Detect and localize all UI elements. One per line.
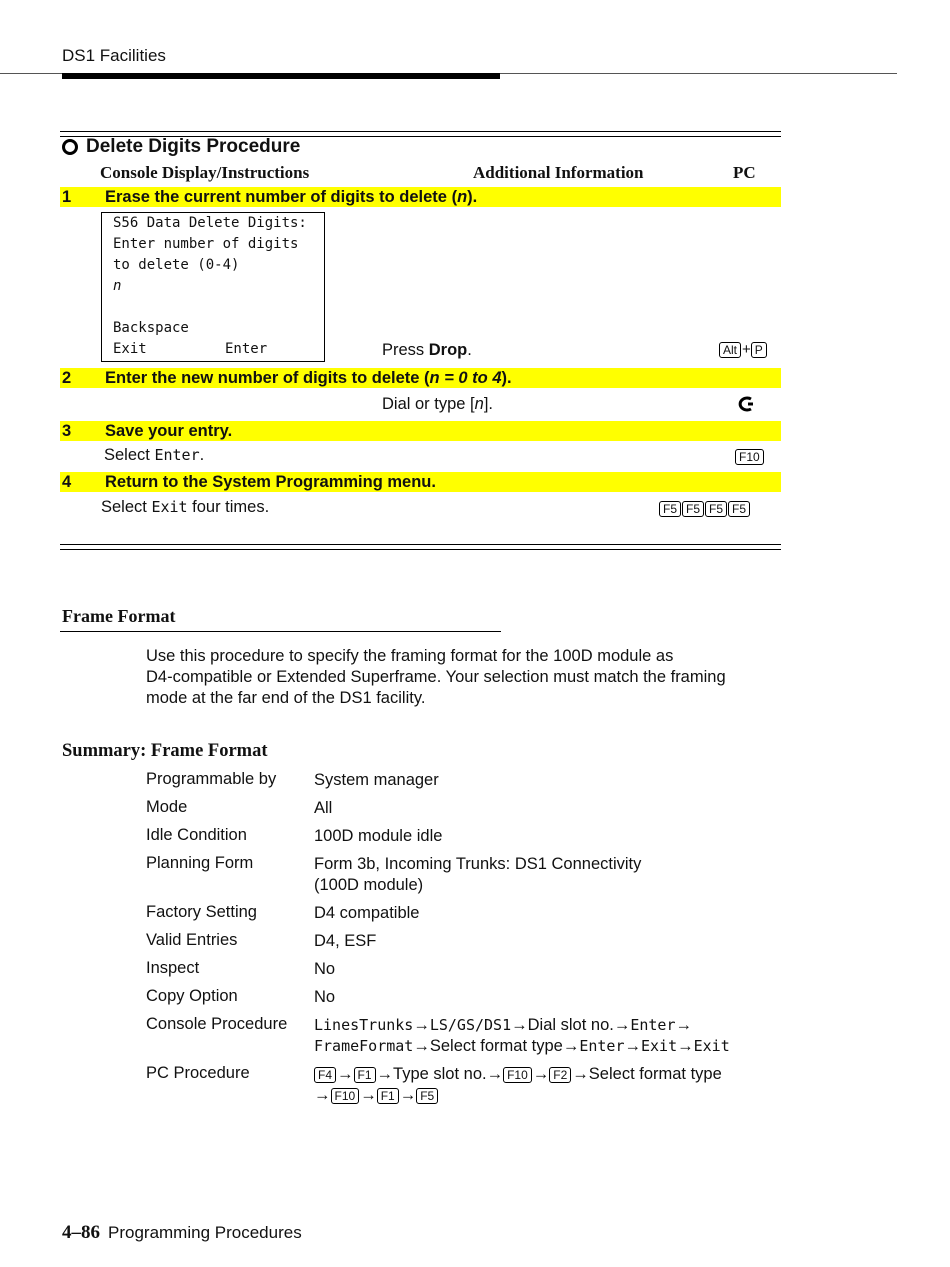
- instr-code: Enter: [154, 446, 200, 464]
- arrow: →: [532, 1065, 550, 1083]
- console-code: LS/GS/DS1: [429, 1016, 512, 1034]
- console-code: Enter: [630, 1016, 676, 1034]
- summary-label: Factory Setting: [146, 903, 257, 921]
- instr-end: four times.: [187, 498, 270, 516]
- summary-value: System manager: [314, 771, 439, 789]
- running-header: DS1 Facilities: [62, 46, 166, 65]
- step-label-var: n = 0 to 4: [429, 369, 502, 387]
- summary-value: [314, 854, 641, 896]
- summary-value: All: [314, 799, 333, 817]
- info-end: ].: [483, 395, 493, 413]
- page-number: 4–86: [62, 1222, 100, 1243]
- f10-key: F10: [331, 1088, 360, 1104]
- console-procedure-label: Console Procedure: [146, 1015, 288, 1033]
- f5-key: F5: [705, 501, 727, 517]
- p-key: P: [751, 342, 767, 358]
- section-rule: [60, 631, 501, 632]
- console-code: LinesTrunks: [314, 1016, 414, 1034]
- screen-line: Enter number of digits: [113, 236, 299, 252]
- arrow: →: [572, 1065, 589, 1083]
- f1-key: F1: [377, 1088, 399, 1104]
- procedure-title-text: Delete Digits Procedure: [86, 136, 301, 157]
- f10-key: F10: [503, 1067, 532, 1083]
- step-1-info: [382, 341, 472, 360]
- summary-value: No: [314, 988, 336, 1006]
- bullet-ring-icon: [62, 139, 78, 155]
- step-label: Return to the System Programming menu.: [105, 473, 436, 491]
- info-key: Drop: [428, 341, 468, 359]
- step-number: 4: [62, 473, 72, 491]
- console-code: Exit: [693, 1037, 730, 1055]
- arrow: →: [486, 1065, 504, 1083]
- step-label-text: Erase the current number of digits to delete (: [105, 188, 458, 206]
- screen-line: S56 Data Delete Digits:: [113, 215, 307, 231]
- instr-end: .: [199, 446, 205, 464]
- console-line-2: [314, 1036, 784, 1057]
- description-line: D4-compatible or Extended Superframe. Your selection must match the framing: [146, 668, 726, 686]
- col-additional-header: Additional Information: [473, 163, 644, 182]
- step-1-band: [60, 187, 781, 207]
- console-procedure-value: [314, 1015, 784, 1057]
- arrow: →: [360, 1086, 377, 1104]
- console-text: Select format type: [429, 1037, 563, 1055]
- col-console-header: Console Display/Instructions: [100, 163, 310, 182]
- info-end: .: [467, 341, 472, 359]
- f5-key: F5: [659, 501, 681, 517]
- arrow: →: [677, 1037, 694, 1055]
- instr-code: Exit: [151, 498, 188, 516]
- step-3-band: [60, 421, 781, 441]
- step-label-end: ).: [501, 369, 512, 387]
- summary-value: 100D module idle: [314, 827, 443, 845]
- step-number: 1: [62, 188, 72, 206]
- section-description: [146, 646, 786, 709]
- summary-label: Programmable by: [146, 770, 277, 788]
- screen-backspace: Backspace: [113, 320, 189, 336]
- procedure-title: [62, 136, 300, 158]
- f5-key: F5: [682, 501, 704, 517]
- console-screen: [101, 212, 325, 362]
- summary-label: Planning Form: [146, 854, 254, 872]
- section-heading: Frame Format: [62, 606, 176, 626]
- console-code: FrameFormat: [314, 1037, 414, 1055]
- info-text: Dial or type [: [382, 395, 475, 413]
- arrow: →: [511, 1016, 528, 1034]
- step-3-pc: [735, 448, 765, 466]
- step-label-text: Enter the new number of digits to delete (: [105, 369, 430, 387]
- step-label: [105, 187, 477, 207]
- description-line: Use this procedure to specify the framing format for the 100D module as: [146, 647, 674, 665]
- header-bar: [62, 73, 500, 79]
- f5-key: F5: [728, 501, 750, 517]
- arrow: →: [675, 1016, 692, 1034]
- plus-sign: +: [742, 341, 751, 358]
- summary-value: D4, ESF: [314, 932, 377, 950]
- arrow: →: [624, 1037, 641, 1055]
- step-number: 3: [62, 422, 72, 440]
- summary-label: Copy Option: [146, 987, 238, 1005]
- arrow: →: [399, 1086, 417, 1104]
- info-var: n: [474, 395, 484, 413]
- summary-value: No: [314, 960, 336, 978]
- info-text: Press: [382, 341, 429, 359]
- console-code: Exit: [640, 1037, 678, 1055]
- step-2-info: [382, 395, 493, 414]
- pc-line-2: [314, 1085, 784, 1106]
- arrow: →: [613, 1016, 631, 1034]
- arrow: →: [376, 1065, 394, 1083]
- step-4-band: [60, 472, 781, 492]
- step-2-band: [60, 368, 781, 388]
- summary-label: Mode: [146, 798, 188, 816]
- procedure-bottom-rule: [60, 544, 781, 550]
- arrow: →: [413, 1037, 430, 1055]
- step-4-instruction: [101, 498, 269, 517]
- step-label-end: ).: [467, 188, 478, 206]
- pc-procedure-value: [314, 1064, 784, 1106]
- step-3-instruction: [104, 446, 204, 465]
- step-number: 2: [62, 369, 72, 387]
- f2-key: F2: [549, 1067, 571, 1083]
- f10-key: F10: [735, 449, 764, 465]
- console-code: Enter: [579, 1037, 625, 1055]
- summary-label: Idle Condition: [146, 826, 247, 844]
- screen-exit: Exit: [113, 341, 147, 357]
- summary-value-line: Form 3b, Incoming Trunks: DS1 Connectivity: [314, 855, 642, 873]
- step-1-pc: [719, 341, 768, 358]
- screen-enter: Enter: [225, 341, 268, 357]
- summary-label: Valid Entries: [146, 931, 238, 949]
- screen-line: to delete (0-4): [113, 257, 240, 273]
- step-4-pc: [659, 500, 751, 518]
- step-label: [105, 368, 512, 388]
- summary-heading: Summary: Frame Format: [62, 741, 268, 761]
- instr-text: Select: [104, 446, 155, 464]
- instr-text: Select: [101, 498, 152, 516]
- arrow: →: [314, 1086, 331, 1104]
- f1-key: F1: [354, 1067, 376, 1083]
- pc-procedure-label: PC Procedure: [146, 1064, 250, 1082]
- f5-key: F5: [416, 1088, 438, 1104]
- arrow: →: [413, 1016, 430, 1034]
- arrow: →: [337, 1065, 354, 1083]
- step-label-var: n: [457, 188, 468, 206]
- f4-key: F4: [314, 1067, 336, 1083]
- alt-key: Alt: [719, 342, 741, 358]
- chapter-title: Programming Procedures: [108, 1223, 302, 1242]
- arrow: →: [562, 1037, 580, 1055]
- pc-line-1: [314, 1064, 784, 1085]
- page-footer: [62, 1222, 302, 1244]
- pc-text: Type slot no.: [393, 1065, 487, 1083]
- summary-value-line: (100D module): [314, 876, 424, 894]
- console-text: Dial slot no.: [527, 1016, 614, 1034]
- summary-value: D4 compatible: [314, 904, 420, 922]
- step-label: Save your entry.: [105, 422, 233, 440]
- description-line: mode at the far end of the DS1 facility.: [146, 689, 426, 707]
- summary-label: Inspect: [146, 959, 200, 977]
- pc-text: Select format type: [588, 1065, 722, 1083]
- console-line-1: [314, 1015, 784, 1036]
- dial-pad-icon: [736, 396, 754, 412]
- col-pc-header: PC: [733, 163, 756, 182]
- screen-line: n: [113, 278, 122, 294]
